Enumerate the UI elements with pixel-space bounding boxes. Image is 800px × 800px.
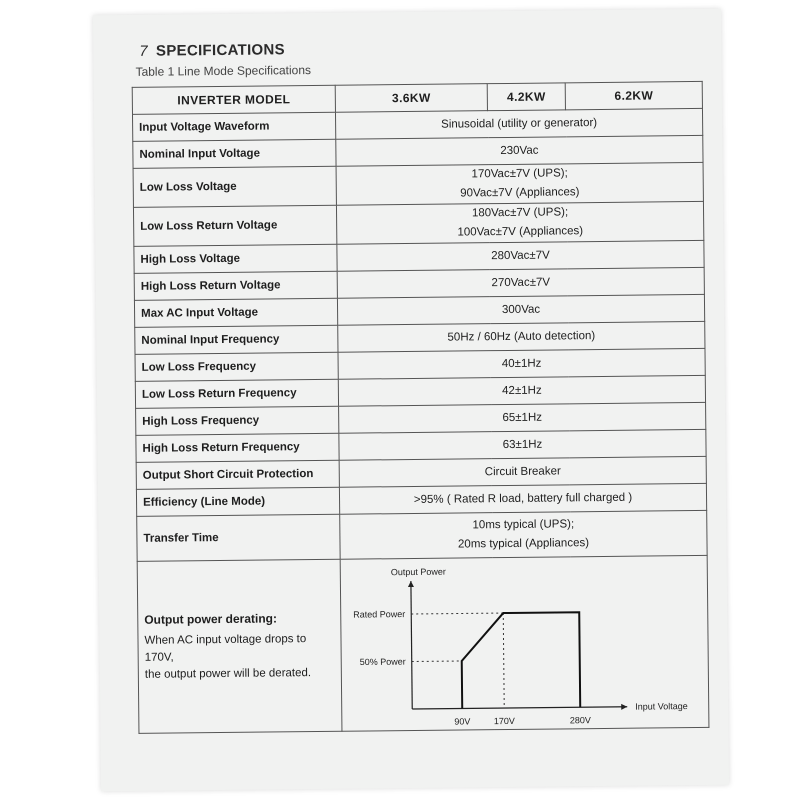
spec-label: High Loss Return Voltage [134, 271, 337, 300]
spec-value [339, 456, 706, 487]
derating-description [137, 559, 342, 733]
table-caption: Table 1 Line Mode Specifications [135, 63, 312, 79]
spec-label: Input Voltage Waveform [132, 112, 335, 141]
derating-chart-cell [340, 555, 709, 731]
spec-value [340, 510, 707, 559]
spec-value [339, 429, 706, 460]
spec-value [337, 267, 704, 298]
derating-curve [461, 612, 580, 708]
x-axis-label: Input Voltage [635, 701, 688, 712]
derating-title: Output power derating: [144, 610, 278, 627]
spec-value-line: 90Vac±7V (Appliances) [460, 186, 580, 200]
header-6-2kw: 6.2KW [565, 81, 702, 109]
x-tick-label: 280V [569, 715, 591, 726]
y-tick-label: Rated Power [353, 609, 406, 620]
spec-label: Transfer Time [137, 514, 340, 561]
spec-value [336, 135, 703, 166]
header-4-2kw: 4.2KW [487, 83, 565, 111]
x-tick-label: 170V [493, 715, 515, 727]
spec-value [337, 294, 704, 325]
spec-label: Low Loss Frequency [135, 352, 338, 381]
x-axis [412, 707, 627, 709]
section-number: 7 [139, 42, 149, 60]
spec-value [336, 162, 703, 205]
spec-value-line: 42±1Hz [502, 384, 542, 397]
spec-value [339, 483, 706, 514]
table-row [137, 510, 707, 561]
spec-label: Low Loss Voltage [133, 166, 336, 207]
x-guide-line [503, 613, 504, 708]
spec-value-line: 170Vac±7V (UPS); [471, 167, 568, 181]
spec-value-line: 40±1Hz [501, 357, 542, 370]
spec-value-line: 10ms typical (UPS); [472, 518, 575, 532]
derating-text-line2: the output power will be derated. [144, 666, 312, 681]
spec-value-line: 100Vac±7V (Appliances) [457, 225, 584, 239]
spec-value-line: 230Vac [500, 144, 539, 157]
spec-value [335, 108, 702, 139]
spec-label: High Loss Voltage [134, 244, 337, 273]
spec-value-line: 280Vac±7V [491, 249, 550, 262]
spec-value-line: 50Hz / 60Hz (Auto detection) [447, 329, 596, 344]
manual-page [93, 9, 729, 792]
y-axis-arrow [408, 581, 414, 587]
spec-label: Low Loss Return Voltage [133, 205, 336, 246]
spec-value-line: Sinusoidal (utility or generator) [441, 116, 598, 131]
spec-label: Low Loss Return Frequency [135, 379, 338, 408]
y-tick-label: 50% Power [359, 656, 406, 668]
y-axis [411, 581, 412, 709]
spec-value-line: 63±1Hz [502, 438, 543, 451]
spec-label: High Loss Frequency [136, 406, 339, 435]
header-inverter-model: INVERTER MODEL [132, 85, 335, 114]
table-row [133, 162, 703, 207]
derating-text-line1: When AC input voltage drops to 170V, [144, 632, 307, 664]
spec-value-line: 20ms typical (Appliances) [457, 537, 590, 551]
spec-label: Nominal Input Voltage [133, 139, 336, 168]
spec-value [338, 321, 705, 352]
spec-value [337, 240, 704, 271]
y-guide-line [412, 661, 462, 662]
x-tick-label: 90V [454, 716, 471, 727]
x-axis-arrow [621, 704, 627, 710]
y-axis-label: Output Power [390, 566, 446, 578]
spec-value-line: >95% ( Rated R load, battery full charged ) [413, 491, 633, 506]
section-heading [139, 41, 285, 60]
table-row [133, 201, 703, 246]
spec-value [336, 201, 703, 244]
spec-value-line: 270Vac±7V [491, 276, 551, 289]
spec-value-line: 300Vac [501, 303, 541, 316]
derating-chart [341, 556, 709, 728]
spec-value-line: Circuit Breaker [484, 464, 561, 478]
spec-label: Output Short Circuit Protection [136, 460, 339, 489]
spec-value-line: 65±1Hz [502, 411, 543, 424]
spec-label: High Loss Return Frequency [136, 433, 339, 462]
spec-value [338, 348, 705, 379]
section-title: SPECIFICATIONS [155, 41, 286, 60]
spec-label: Max AC Input Voltage [134, 298, 337, 327]
spec-table [132, 81, 710, 734]
spec-value [338, 375, 705, 406]
spec-value [339, 402, 706, 433]
header-3-6kw: 3.6KW [335, 84, 487, 113]
spec-label: Nominal Input Frequency [135, 325, 338, 354]
spec-value-line: 180Vac±7V (UPS); [471, 206, 569, 220]
spec-label: Efficiency (Line Mode) [136, 487, 339, 516]
derating-row [137, 555, 709, 733]
